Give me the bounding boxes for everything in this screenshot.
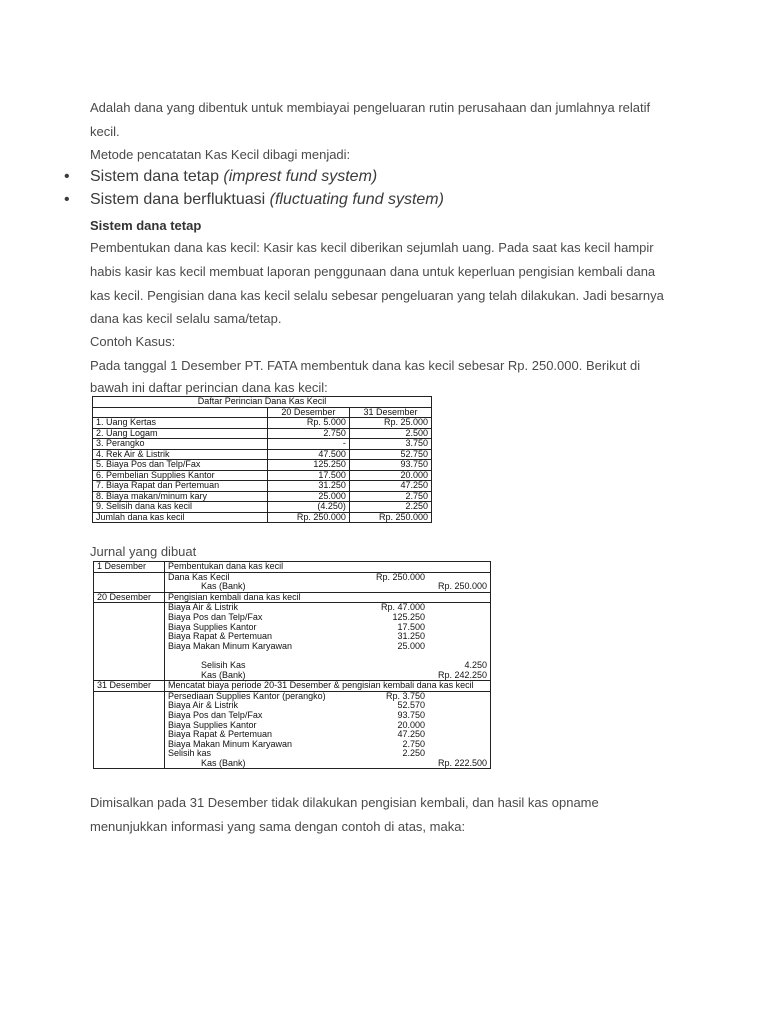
journal-date: [94, 730, 165, 740]
table-row: [93, 460, 432, 471]
journal-debit: [362, 661, 428, 671]
bullet-text: Sistem dana tetap: [90, 168, 224, 185]
journal-debit: [362, 671, 428, 681]
journal-date: 31 Desember: [94, 681, 165, 692]
journal-account: Biaya Makan Minum Karyawan: [165, 740, 363, 750]
journal-row: [94, 681, 491, 692]
journal-row: [94, 740, 491, 750]
journal-account: Kas (Bank): [165, 759, 363, 769]
table-cell-amount: 31.250: [267, 481, 349, 492]
table-cell-amount: -: [267, 439, 349, 450]
journal-account: Selisih kas: [165, 749, 363, 759]
journal-date: 20 Desember: [94, 592, 165, 603]
table-header-empty: [93, 407, 268, 418]
table-title: Daftar Perincian Dana Kas Kecil: [93, 397, 432, 408]
journal-row: [94, 603, 491, 613]
journal-date: [94, 603, 165, 613]
table-cell-amount: 93.750: [349, 460, 431, 471]
intro-line-2: kecil.: [90, 124, 120, 139]
journal-credit: [428, 711, 491, 721]
table-cell-item: 7. Biaya Rapat dan Pertemuan: [93, 481, 268, 492]
bullet-icon: •: [64, 191, 70, 208]
journal-row: [94, 651, 491, 661]
jurnal-label: Jurnal yang dibuat: [90, 544, 197, 559]
journal-debit: [362, 651, 428, 661]
table-cell-amount: Rp. 250.000: [267, 512, 349, 523]
body-line: Pembentukan dana kas kecil: Kasir kas kecil diberikan sejumlah uang. Pada saat kas kecil hampir: [90, 240, 654, 255]
journal-credit: [428, 691, 491, 701]
journal-account: [165, 651, 363, 661]
journal-row: [94, 711, 491, 721]
journal-debit: 25.000: [397, 640, 425, 651]
journal-row: [94, 582, 491, 592]
journal-debit: 31.250: [397, 631, 425, 642]
journal-account: Kas (Bank): [165, 582, 363, 592]
journal-credit: Rp. 250.000: [428, 582, 491, 592]
journal-row: [94, 759, 491, 769]
table-cell-item: 6. Pembelian Supplies Kantor: [93, 470, 268, 481]
journal-account: Persediaan Supplies Kantor (perangko): [165, 691, 363, 701]
journal-debit: 47.250: [397, 729, 425, 740]
journal-debit: 2.250: [402, 748, 425, 759]
body-line: kas kecil. Pengisian dana kas kecil selalu sebesar pengeluaran yang telah dilakukan. Jadi besarnya: [90, 288, 664, 303]
journal-date: [94, 572, 165, 582]
table-cell-amount: 2.750: [267, 428, 349, 439]
body-line: bawah ini daftar perincian dana kas kecil:: [90, 380, 328, 395]
journal-row: [94, 592, 491, 603]
table-cell-amount: 17.500: [267, 470, 349, 481]
journal-credit: [428, 592, 491, 603]
journal-debit: [362, 759, 428, 769]
table-row: [93, 418, 432, 429]
table-row: [93, 512, 432, 523]
table-cell-item: 3. Perangko: [93, 439, 268, 450]
table-cell-item: 2. Uang Logam: [93, 428, 268, 439]
table-cell-amount: 52.750: [349, 449, 431, 460]
journal-credit: 4.250: [428, 661, 491, 671]
journal-debit: 93.750: [397, 709, 425, 720]
journal-debit: 52.570: [397, 700, 425, 711]
journal-account: Biaya Supplies Kantor: [165, 623, 363, 633]
journal-row: [94, 613, 491, 623]
body-line: Contoh Kasus:: [90, 334, 176, 349]
table-cell-item: 9. Selisih dana kas kecil: [93, 502, 268, 513]
table-cell-item: 4. Rek Air & Listrik: [93, 449, 268, 460]
journal-credit: [428, 642, 491, 652]
bullet-text: Sistem dana berfluktuasi: [90, 191, 270, 208]
table-cell-amount: 47.500: [267, 449, 349, 460]
journal-account: Dana Kas Kecil: [165, 572, 363, 582]
intro-line-3: Metode pencatatan Kas Kecil dibagi menjadi:: [90, 147, 351, 162]
journal-account: Mencatat biaya periode 20-31 Desember & pengisian kembali dana kas kecil: [165, 681, 491, 692]
table-cell-amount: 25.000: [267, 491, 349, 502]
journal-debit: 125.250: [392, 611, 425, 622]
bullet-italic-text: (imprest fund system): [223, 168, 378, 185]
journal-debit: [362, 582, 428, 592]
body-line: habis kasir kas kecil membuat laporan penggunaan dana untuk keperluan pengisian kembali dana: [90, 264, 656, 279]
journal-account: Biaya Rapat & Pertemuan: [165, 632, 363, 642]
bullet-icon: •: [64, 168, 70, 185]
journal-credit: Rp. 242.250: [428, 671, 491, 681]
table-cell-item: 1. Uang Kertas: [93, 418, 268, 429]
journal-date: [94, 740, 165, 750]
journal-credit: [428, 730, 491, 740]
journal-credit: [428, 603, 491, 613]
table-row: [93, 481, 432, 492]
table-cell-amount: Rp. 25.000: [349, 418, 431, 429]
journal-account: Biaya Pos dan Telp/Fax: [165, 613, 363, 623]
journal-date: [94, 651, 165, 661]
journal-credit: [428, 721, 491, 731]
table-cell-amount: 125.250: [267, 460, 349, 471]
journal-debit: [362, 562, 428, 573]
journal-table: [93, 561, 491, 769]
journal-date: [94, 632, 165, 642]
petty-cash-detail-table: [92, 396, 432, 523]
journal-date: [94, 749, 165, 759]
journal-date: [94, 661, 165, 671]
table-cell-amount: 20.000: [349, 470, 431, 481]
journal-date: [94, 582, 165, 592]
journal-credit: Rp. 222.500: [428, 759, 491, 769]
journal-row: [94, 572, 491, 582]
journal-account: Pembentukan dana kas kecil: [165, 562, 363, 573]
journal-date: [94, 691, 165, 701]
journal-date: [94, 642, 165, 652]
journal-row: [94, 642, 491, 652]
intro-line-1: Adalah dana yang dibentuk untuk membiayai pengeluaran rutin perusahaan dan jumlahnya relatif: [90, 100, 651, 115]
journal-account: Biaya Air & Listrik: [165, 701, 363, 711]
table-cell-amount: Rp. 5.000: [267, 418, 349, 429]
table-row: [93, 470, 432, 481]
journal-date: 1 Desember: [94, 562, 165, 573]
journal-credit: [428, 613, 491, 623]
table-row: [93, 439, 432, 450]
closing-line: menunjukkan informasi yang sama dengan contoh di atas, maka:: [90, 819, 466, 834]
table-header-date: 20 Desember: [267, 407, 349, 418]
journal-row: [94, 661, 491, 671]
table-cell-amount: 2.750: [349, 491, 431, 502]
journal-row: [94, 730, 491, 740]
journal-debit: 20.000: [397, 719, 425, 730]
journal-debit: Rp. 250.000: [362, 572, 428, 582]
journal-account: Biaya Makan Minum Karyawan: [165, 642, 363, 652]
journal-account: Kas (Bank): [165, 671, 363, 681]
table-cell-item: Jumlah dana kas kecil: [93, 512, 268, 523]
journal-row: [94, 623, 491, 633]
table-cell-amount: 2.250: [349, 502, 431, 513]
journal-debit: Rp. 3.750: [362, 691, 428, 701]
table-row: [93, 449, 432, 460]
journal-credit: [428, 701, 491, 711]
bullet-italic-text: (fluctuating fund system): [269, 191, 444, 208]
table-cell-amount: (4.250): [267, 502, 349, 513]
table-cell-amount: 47.250: [349, 481, 431, 492]
journal-debit: 2.750: [402, 738, 425, 749]
table-cell-item: 5. Biaya Pos dan Telp/Fax: [93, 460, 268, 471]
table-row: [93, 502, 432, 513]
journal-account: Biaya Air & Listrik: [165, 603, 363, 613]
journal-account: Pengisian kembali dana kas kecil: [165, 592, 363, 603]
table-cell-item: 8. Biaya makan/minum kary: [93, 491, 268, 502]
journal-date: [94, 613, 165, 623]
journal-row: [94, 691, 491, 701]
journal-debit: [362, 592, 428, 603]
journal-credit: [428, 623, 491, 633]
journal-credit: [428, 740, 491, 750]
journal-date: [94, 721, 165, 731]
journal-account: Biaya Rapat & Pertemuan: [165, 730, 363, 740]
table-cell-amount: 2.500: [349, 428, 431, 439]
journal-row: [94, 721, 491, 731]
journal-row: [94, 749, 491, 759]
journal-credit: [428, 632, 491, 642]
table-cell-amount: Rp. 250.000: [349, 512, 431, 523]
body-line: Pada tanggal 1 Desember PT. FATA membentuk dana kas kecil sebesar Rp. 250.000. Berikut di: [90, 358, 641, 373]
body-line: dana kas kecil selalu sama/tetap.: [90, 311, 282, 326]
journal-row: [94, 562, 491, 573]
table-header-date: 31 Desember: [349, 407, 431, 418]
journal-credit: [428, 562, 491, 573]
journal-date: [94, 623, 165, 633]
journal-debit: Rp. 47.000: [362, 603, 428, 613]
journal-debit: 17.500: [397, 621, 425, 632]
journal-account: Biaya Pos dan Telp/Fax: [165, 711, 363, 721]
table-cell-amount: 3.750: [349, 439, 431, 450]
journal-account: Biaya Supplies Kantor: [165, 721, 363, 731]
journal-row: [94, 671, 491, 681]
section-heading: Sistem dana tetap: [90, 218, 202, 233]
table-row: [93, 491, 432, 502]
journal-row: [94, 632, 491, 642]
closing-line: Dimisalkan pada 31 Desember tidak dilakukan pengisian kembali, dan hasil kas opname: [90, 795, 599, 810]
journal-date: [94, 711, 165, 721]
journal-account: Selisih Kas: [165, 661, 363, 671]
journal-date: [94, 671, 165, 681]
journal-row: [94, 701, 491, 711]
journal-date: [94, 759, 165, 769]
journal-date: [94, 701, 165, 711]
table-row: [93, 428, 432, 439]
